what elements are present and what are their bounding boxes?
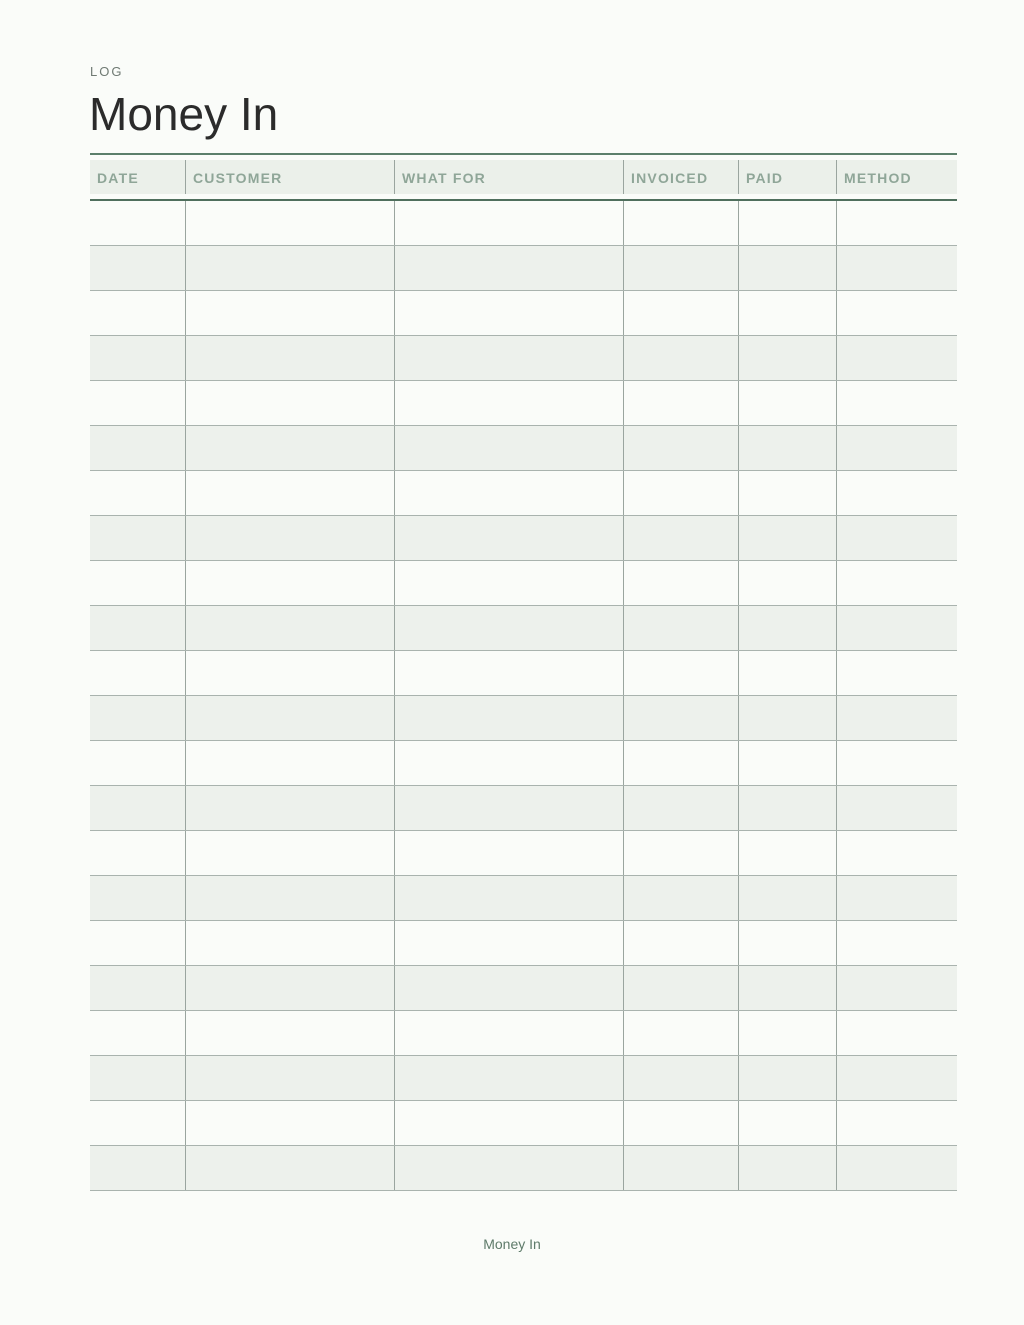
cell-date[interactable] xyxy=(90,831,185,875)
cell-what-for[interactable] xyxy=(394,786,623,830)
table-header-row xyxy=(90,160,957,194)
cell-customer[interactable] xyxy=(185,471,394,515)
cell-customer[interactable] xyxy=(185,246,394,290)
cell-date[interactable] xyxy=(90,876,185,920)
cell-invoiced[interactable] xyxy=(623,1146,738,1190)
cell-method[interactable] xyxy=(836,516,957,560)
cell-customer[interactable] xyxy=(185,291,394,335)
cell-customer[interactable] xyxy=(185,201,394,245)
cell-paid[interactable] xyxy=(738,246,836,290)
cell-customer[interactable] xyxy=(185,831,394,875)
cell-method[interactable] xyxy=(836,606,957,650)
cell-paid[interactable] xyxy=(738,876,836,920)
cell-customer[interactable] xyxy=(185,561,394,605)
table-row xyxy=(90,516,957,561)
cell-date[interactable] xyxy=(90,606,185,650)
cell-paid[interactable] xyxy=(738,606,836,650)
table-row xyxy=(90,291,957,336)
cell-method[interactable] xyxy=(836,696,957,740)
cell-invoiced[interactable] xyxy=(623,696,738,740)
cell-paid[interactable] xyxy=(738,1056,836,1100)
log-eyebrow: LOG xyxy=(90,64,124,79)
title-divider xyxy=(90,153,957,155)
cell-paid[interactable] xyxy=(738,381,836,425)
cell-what-for[interactable] xyxy=(394,246,623,290)
cell-customer[interactable] xyxy=(185,1101,394,1145)
cell-method[interactable] xyxy=(836,1011,957,1055)
column-header-customer: CUSTOMER xyxy=(185,160,394,194)
cell-customer[interactable] xyxy=(185,1146,394,1190)
cell-customer[interactable] xyxy=(185,921,394,965)
money-in-table xyxy=(90,160,957,1191)
cell-method[interactable] xyxy=(836,831,957,875)
table-row xyxy=(90,1101,957,1146)
page-title: Money In xyxy=(89,88,279,140)
cell-what-for[interactable] xyxy=(394,741,623,785)
cell-paid[interactable] xyxy=(738,291,836,335)
cell-method[interactable] xyxy=(836,786,957,830)
table-row xyxy=(90,876,957,921)
cell-what-for[interactable] xyxy=(394,1056,623,1100)
cell-invoiced[interactable] xyxy=(623,921,738,965)
cell-what-for[interactable] xyxy=(394,426,623,470)
cell-invoiced[interactable] xyxy=(623,741,738,785)
table-row xyxy=(90,966,957,1011)
cell-method[interactable] xyxy=(836,1101,957,1145)
cell-invoiced[interactable] xyxy=(623,1056,738,1100)
page-footer: Money In xyxy=(483,1236,541,1252)
cell-invoiced[interactable] xyxy=(623,831,738,875)
cell-invoiced[interactable] xyxy=(623,966,738,1010)
table-row xyxy=(90,426,957,471)
table-row xyxy=(90,651,957,696)
cell-invoiced[interactable] xyxy=(623,651,738,695)
cell-what-for[interactable] xyxy=(394,381,623,425)
column-header-method: METHOD xyxy=(836,160,957,194)
cell-customer[interactable] xyxy=(185,516,394,560)
cell-date[interactable] xyxy=(90,966,185,1010)
cell-method[interactable] xyxy=(836,201,957,245)
table-row xyxy=(90,606,957,651)
column-header-date: DATE xyxy=(97,170,139,186)
cell-paid[interactable] xyxy=(738,471,836,515)
column-header-what-for: WHAT FOR xyxy=(394,160,623,194)
cell-what-for[interactable] xyxy=(394,966,623,1010)
table-row xyxy=(90,201,957,246)
column-header-paid: PAID xyxy=(738,160,836,194)
cell-what-for[interactable] xyxy=(394,201,623,245)
cell-paid[interactable] xyxy=(738,1146,836,1190)
cell-paid[interactable] xyxy=(738,336,836,380)
cell-method[interactable] xyxy=(836,246,957,290)
column-header-invoiced: INVOICED xyxy=(623,160,738,194)
cell-invoiced[interactable] xyxy=(623,1101,738,1145)
cell-method[interactable] xyxy=(836,876,957,920)
cell-customer[interactable] xyxy=(185,741,394,785)
table-row xyxy=(90,381,957,426)
table-row xyxy=(90,831,957,876)
cell-invoiced[interactable] xyxy=(623,561,738,605)
cell-invoiced[interactable] xyxy=(623,336,738,380)
cell-what-for[interactable] xyxy=(394,1101,623,1145)
table-row xyxy=(90,1011,957,1056)
cell-method[interactable] xyxy=(836,336,957,380)
cell-date[interactable] xyxy=(90,381,185,425)
table-row xyxy=(90,336,957,381)
table-row xyxy=(90,786,957,831)
cell-method[interactable] xyxy=(836,966,957,1010)
cell-paid[interactable] xyxy=(738,741,836,785)
cell-invoiced[interactable] xyxy=(623,1011,738,1055)
table-row xyxy=(90,1056,957,1101)
cell-what-for[interactable] xyxy=(394,291,623,335)
cell-invoiced[interactable] xyxy=(623,426,738,470)
cell-date[interactable] xyxy=(90,786,185,830)
cell-what-for[interactable] xyxy=(394,831,623,875)
cell-customer[interactable] xyxy=(185,426,394,470)
cell-what-for[interactable] xyxy=(394,336,623,380)
table-row xyxy=(90,921,957,966)
cell-method[interactable] xyxy=(836,381,957,425)
cell-customer[interactable] xyxy=(185,336,394,380)
cell-method[interactable] xyxy=(836,291,957,335)
cell-date[interactable] xyxy=(90,201,185,245)
cell-invoiced[interactable] xyxy=(623,201,738,245)
cell-method[interactable] xyxy=(836,471,957,515)
cell-date[interactable] xyxy=(90,651,185,695)
cell-invoiced[interactable] xyxy=(623,876,738,920)
cell-what-for[interactable] xyxy=(394,471,623,515)
cell-date[interactable] xyxy=(90,291,185,335)
cell-paid[interactable] xyxy=(738,201,836,245)
cell-customer[interactable] xyxy=(185,1056,394,1100)
cell-what-for[interactable] xyxy=(394,876,623,920)
cell-date[interactable] xyxy=(90,921,185,965)
table-row xyxy=(90,561,957,606)
cell-method[interactable] xyxy=(836,1146,957,1190)
cell-method[interactable] xyxy=(836,1056,957,1100)
cell-customer[interactable] xyxy=(185,696,394,740)
cell-date[interactable] xyxy=(90,561,185,605)
cell-what-for[interactable] xyxy=(394,1146,623,1190)
cell-date[interactable] xyxy=(90,1011,185,1055)
cell-invoiced[interactable] xyxy=(623,291,738,335)
cell-what-for[interactable] xyxy=(394,696,623,740)
cell-date[interactable] xyxy=(90,1056,185,1100)
cell-what-for[interactable] xyxy=(394,561,623,605)
cell-paid[interactable] xyxy=(738,831,836,875)
cell-method[interactable] xyxy=(836,921,957,965)
cell-paid[interactable] xyxy=(738,1011,836,1055)
cell-paid[interactable] xyxy=(738,426,836,470)
cell-date[interactable] xyxy=(90,741,185,785)
cell-customer[interactable] xyxy=(185,606,394,650)
cell-date[interactable] xyxy=(90,471,185,515)
cell-what-for[interactable] xyxy=(394,516,623,560)
cell-paid[interactable] xyxy=(738,561,836,605)
cell-invoiced[interactable] xyxy=(623,471,738,515)
cell-what-for[interactable] xyxy=(394,1011,623,1055)
cell-invoiced[interactable] xyxy=(623,606,738,650)
cell-what-for[interactable] xyxy=(394,651,623,695)
cell-paid[interactable] xyxy=(738,696,836,740)
cell-date[interactable] xyxy=(90,336,185,380)
table-row xyxy=(90,696,957,741)
table-row xyxy=(90,741,957,786)
cell-customer[interactable] xyxy=(185,966,394,1010)
cell-customer[interactable] xyxy=(185,381,394,425)
cell-method[interactable] xyxy=(836,426,957,470)
cell-method[interactable] xyxy=(836,651,957,695)
cell-method[interactable] xyxy=(836,561,957,605)
cell-paid[interactable] xyxy=(738,651,836,695)
cell-paid[interactable] xyxy=(738,786,836,830)
cell-date[interactable] xyxy=(90,1101,185,1145)
table-row xyxy=(90,246,957,291)
cell-date[interactable] xyxy=(90,426,185,470)
cell-invoiced[interactable] xyxy=(623,786,738,830)
cell-date[interactable] xyxy=(90,1146,185,1190)
table-row xyxy=(90,1146,957,1191)
cell-method[interactable] xyxy=(836,741,957,785)
table-row xyxy=(90,471,957,516)
cell-what-for[interactable] xyxy=(394,606,623,650)
table-body xyxy=(90,201,957,1191)
cell-paid[interactable] xyxy=(738,1101,836,1145)
cell-date[interactable] xyxy=(90,516,185,560)
cell-paid[interactable] xyxy=(738,921,836,965)
cell-customer[interactable] xyxy=(185,786,394,830)
cell-paid[interactable] xyxy=(738,516,836,560)
cell-what-for[interactable] xyxy=(394,921,623,965)
cell-date[interactable] xyxy=(90,246,185,290)
cell-customer[interactable] xyxy=(185,876,394,920)
cell-paid[interactable] xyxy=(738,966,836,1010)
cell-invoiced[interactable] xyxy=(623,246,738,290)
cell-invoiced[interactable] xyxy=(623,381,738,425)
cell-invoiced[interactable] xyxy=(623,516,738,560)
cell-customer[interactable] xyxy=(185,651,394,695)
cell-customer[interactable] xyxy=(185,1011,394,1055)
cell-date[interactable] xyxy=(90,696,185,740)
